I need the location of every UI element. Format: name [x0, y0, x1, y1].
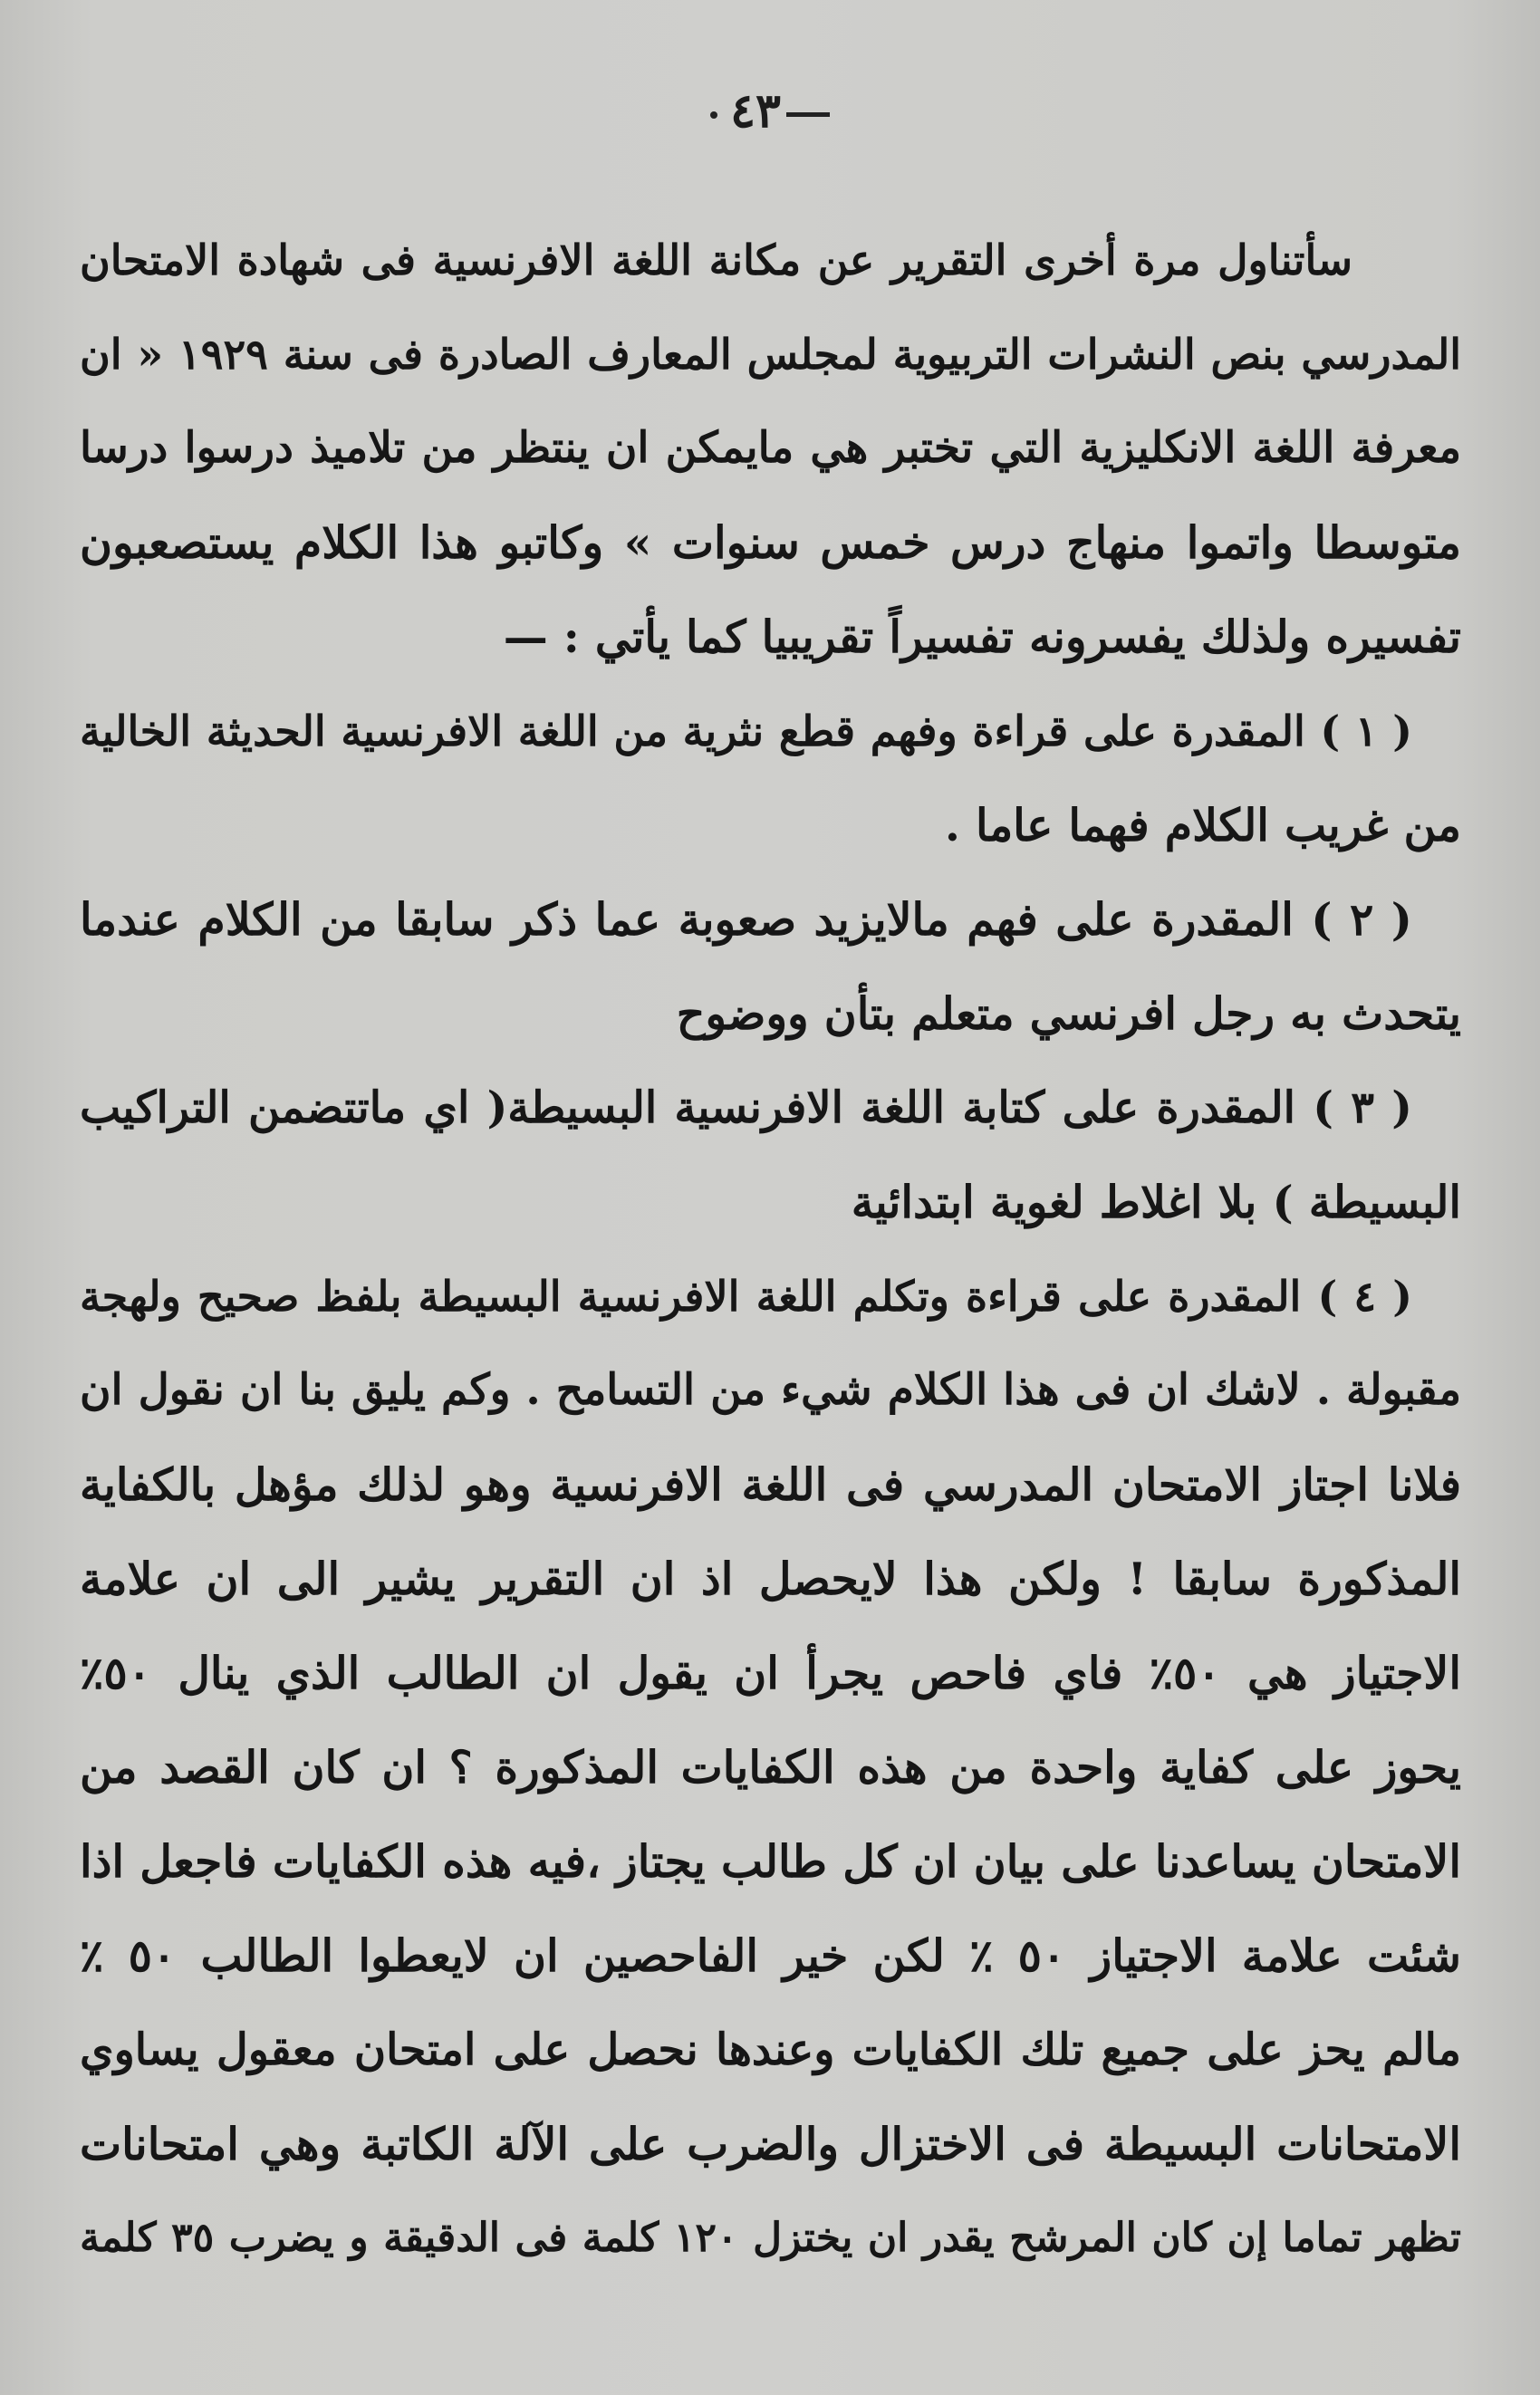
text-line: المذكورة سابقا ! ولكن هذا لايحصل اذ ان التقرير يشير الى ان علامة	[80, 1553, 1461, 1605]
text-line: ( ٤ ) المقدرة على قراءة وتكلم اللغة الافرنسية البسيطة بلفظ صحيح ولهجة	[80, 1272, 1413, 1321]
page-number-text: ٤٣	[730, 83, 781, 139]
text-line: ( ٢ ) المقدرة على فهم مالايزيد صعوبة عما ذكر سابقا من الكلام عندما	[80, 893, 1412, 946]
body-text	[80, 213, 1461, 2285]
text-line: من غريب الكلام فهما عاما .	[944, 799, 1461, 851]
page-number-dot	[710, 111, 717, 119]
text-line: يتحدث به رجل افرنسي متعلم بتأن ووضوح	[676, 987, 1461, 1040]
text-line: معرفة اللغة الانكليزية التي تختبر هي مايمكن ان ينتظر من تلاميذ درسوا درسا	[80, 423, 1461, 473]
text-line: الامتحان يساعدنا على بيان ان كل طالب يجتاز ،فيه هذه الكفايات فاجعل اذا	[80, 1835, 1461, 1888]
text-line: شئت علامة الاجتياز ٥٠ ٪ لكن خير الفاحصين ان لايعطوا الطالب ٥٠ ٪	[80, 1929, 1461, 1982]
text-line: متوسطا واتموا منهاج درس خمس سنوات » وكاتبو هذا الكلام يستصعبون	[80, 516, 1461, 569]
text-line: البسيطة ) بلا اغلاط لغوية ابتدائية	[851, 1176, 1461, 1228]
text-line: ( ٣ ) المقدرة على كتابة اللغة الافرنسية البسيطة( اي ماتتضمن التراكيب	[80, 1082, 1413, 1133]
text-line: الامتحانات البسيطة فى الاختزال والضرب على الآلة الكاتبة وهي امتحانات	[80, 2118, 1461, 2170]
text-line: مالم يحز على جميع تلك الكفايات وعندها نحصل على امتحان معقول يساوي	[80, 2025, 1461, 2075]
text-line: تفسيره ولذلك يفسرونه تفسيراً تقريبيا كما يأتي : —	[503, 611, 1461, 663]
text-line: فلانا اجتاز الامتحان المدرسي فى اللغة الافرنسية وهو لذلك مؤهل بالكفاية	[80, 1458, 1461, 1511]
page-number-dash	[786, 112, 830, 117]
text-line: يحوز على كفاية واحدة من هذه الكفايات المذكورة ؟ ان كان القصد من	[80, 1741, 1461, 1794]
text-line: الاجتياز هي ٥٠٪ فاي فاحص يجرأ ان يقول ان الطالب الذي ينال ٥٠٪	[80, 1647, 1461, 1699]
page-number	[0, 83, 1540, 139]
text-line: ( ١ ) المقدرة على قراءة وفهم قطع نثرية من اللغة الافرنسية الحديثة الخالية	[80, 707, 1413, 755]
text-line: تظهر تماما إن كان المرشح يقدر ان يختزل ١٢٠ كلمة فى الدقيقة و يضرب ٣٥ كلمة	[80, 2215, 1461, 2261]
text-line: مقبولة . لاشك ان فى هذا الكلام شيء من التسامح . وكم يليق بنا ان نقول ان	[80, 1365, 1461, 1415]
text-line: سأتناول مرة أخرى التقرير عن مكانة اللغة الافرنسية فى شهادة الامتحان	[80, 236, 1352, 284]
text-line: المدرسي بنص النشرات التربيوية لمجلس المعارف الصادرة فى سنة ١٩٢٩ « ان	[80, 330, 1461, 379]
